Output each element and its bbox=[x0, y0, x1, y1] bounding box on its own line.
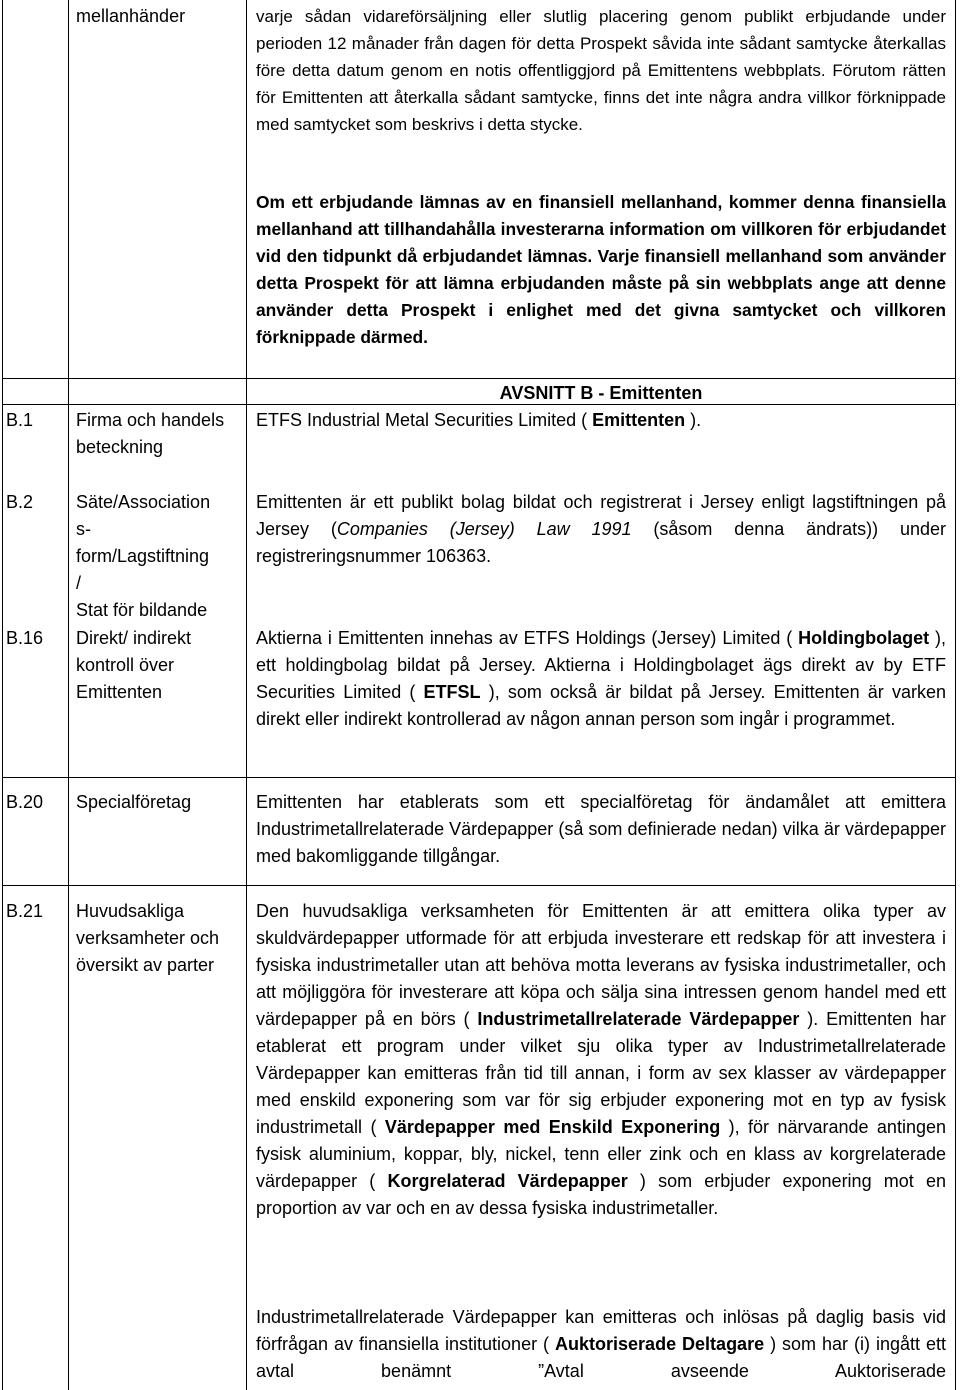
defined-term-basket: Korgrelaterad Värdepapper bbox=[387, 1171, 628, 1191]
table-border-left bbox=[2, 0, 3, 1390]
element-label-b21: Huvudsakliga verksamheter och översikt av parter bbox=[76, 901, 220, 975]
domicile-text-part1: Emittenten är ett publikt bolag bildat och registrerat i Jersey enligt lagstiftningen på Jersey ( bbox=[256, 492, 946, 539]
element-label-b16: Direkt/ indirekt kontroll över Emittenten bbox=[76, 628, 192, 702]
element-label-b2: Säte/Association s- form/Lagstiftning / Stat för bildande bbox=[76, 492, 211, 620]
element-label-b20: Specialföretag bbox=[76, 792, 192, 812]
element-label-b1: Firma och handelsbeteckning bbox=[76, 410, 225, 457]
creation-text-1: Industrimetallrelaterade Värdepapper kan emitteras och inlösas på daglig basis vid förfrågan av finansiella institutioner ( bbox=[256, 1307, 946, 1354]
consent-paragraph: varje sådan vidareförsäljning eller slutlig placering genom publikt erbjudande under perioden 12 månader från dagen för detta Prospekt såvida inte sådant samtycke återkallas före detta datum genom en notis offentliggjord på Emittentens webbplats. Förutom rätten för Emittenten att återkalla sådant samtycke, finns det inte några andra villkor förknippade med samtycket som beskrivs i detta stycke. bbox=[256, 7, 946, 134]
column-divider-label bbox=[246, 0, 247, 1390]
defined-term-single-exposure: Värdepapper med Enskild Exponering bbox=[384, 1117, 721, 1137]
issuer-name-after: ). bbox=[685, 410, 702, 430]
domicile-text-part2: (såsom denna ändrats)) under registreringsnummer 106363. bbox=[256, 519, 946, 566]
control-text-part1: Aktierna i Emittenten innehas av ETFS Holdings (Jersey) Limited ( bbox=[256, 628, 799, 648]
element-id-b21: B.21 bbox=[6, 901, 44, 921]
activities-text-3: ), för närvarande antingen fysisk aluminium, koppar, bly, nickel, tenn eller zink och en klass av korgrelaterade värdepapper ( bbox=[256, 1117, 946, 1191]
element-id-b2: B.2 bbox=[6, 492, 34, 512]
creation-text-2: ) som har (i) ingått ett avtal benämnt ”Avtal avseende Auktoriserade bbox=[256, 1334, 946, 1381]
defined-term-industrial-metal-securities: Industrimetallrelaterade Värdepapper bbox=[477, 1009, 800, 1029]
activities-text-1: Den huvudsakliga verksamheten för Emittenten är att emittera olika typer av skuldvärdepapper utformade för att erbjuda investerare ett redskap för att investera i fysiska industrimetaller utan att behöva motta leverans av fysiska industrimetaller, och att möjliggöra för investerare att köpa och sälja sina intressen genom handel med ett värdepapper på en börs ( bbox=[256, 901, 946, 1029]
element-id-b20: B.20 bbox=[6, 792, 44, 812]
row-label-intermediaries: mellanhänder bbox=[76, 6, 186, 26]
control-text-part3: ), som också är bildat på Jersey. Emittenten är varken direkt eller indirekt kontrollerad av någon annan person som ingår i programmet. bbox=[256, 682, 946, 729]
activities-text-2: ). Emittenten har etablerat ett program under vilket sju olika typer av Industrimetallrelaterade Värdepapper kan emitteras från tid till annan, i form av sex klasser av värdepapper med enskild exponering som var för sig erbjuder exponering mot en typ av fysisk industrimetall ( bbox=[256, 1009, 946, 1137]
element-id-b1: B.1 bbox=[6, 410, 34, 430]
law-reference: Companies (Jersey) Law 1991 bbox=[336, 519, 632, 539]
intermediary-offer-paragraph: Om ett erbjudande lämnas av en finansiell mellanhand, kommer denna finansiella mellanhand att tillhandahålla investerarna information om villkoren för erbjudandet vid den tidpunkt då erbjudandet lämnas. Varje finansiell mellanhand som använder detta Prospekt för att lämna erbjudanden måste på sin webbplats ange att denne använder detta Prospekt i enlighet med det givna samtycket och villkoren förknippade därmed. bbox=[256, 192, 946, 347]
spv-text: Emittenten har etablerats som ett specialföretag för ändamålet att emittera Industrimetallrelaterade Värdepapper (så som definierade nedan) vilka är värdepapper med bakomliggande tillgångar. bbox=[256, 792, 946, 866]
creation-redemption-paragraph bbox=[256, 1304, 946, 1385]
table-border-right bbox=[955, 0, 956, 1390]
element-id-b16: B.16 bbox=[6, 628, 44, 648]
control-text bbox=[256, 625, 946, 733]
principal-activities-paragraph bbox=[256, 898, 946, 1222]
issuer-name-text bbox=[256, 407, 946, 434]
issuer-defined-term: Emittenten bbox=[592, 410, 686, 430]
issuer-name-before: ETFS Industrial Metal Securities Limited ( bbox=[256, 410, 593, 430]
section-heading: AVSNITT B - Emittenten bbox=[499, 383, 703, 403]
defined-term-authorised-participants: Auktoriserade Deltagare bbox=[555, 1334, 765, 1354]
row-divider bbox=[2, 885, 956, 886]
etfsl-term: ETFSL bbox=[423, 682, 481, 702]
column-divider-id bbox=[68, 0, 69, 1390]
row-divider bbox=[2, 378, 956, 379]
row-divider bbox=[2, 777, 956, 778]
domicile-text bbox=[256, 489, 946, 570]
activities-text-4: ) som erbjuder exponering mot en proportion av var och en av dessa fysiska industrimetaller. bbox=[256, 1171, 946, 1218]
holding-company-term: Holdingbolaget bbox=[798, 628, 930, 648]
control-text-part2: ), ett holdingbolag bildat på Jersey. Aktierna i Holdingbolaget ägs direkt av by ETF Securities Limited ( bbox=[256, 628, 946, 702]
